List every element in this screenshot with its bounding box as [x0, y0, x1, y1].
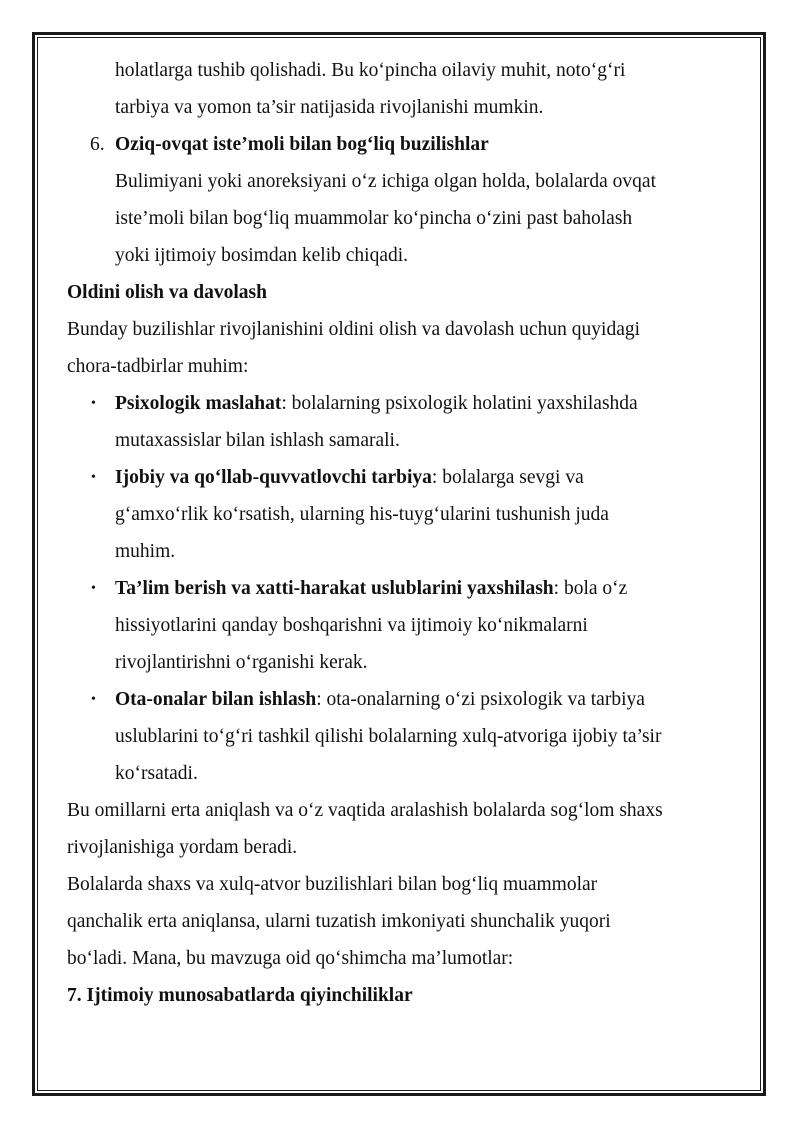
bullet-item	[67, 570, 737, 607]
continued-line: tarbiya va yomon ta’sir natijasida rivojlanishi mumkin.	[115, 97, 544, 118]
bullet-text: ko‘rsatadi.	[115, 763, 198, 784]
bullet-text: : ota-onalarning o‘zi psixologik va tarbiya	[316, 689, 645, 710]
list-item-text: Bulimiyani yoki anoreksiyani o‘z ichiga olgan holda, bolalarda ovqat	[115, 171, 656, 192]
paragraph-line: bo‘ladi. Mana, bu mavzuga oid qo‘shimcha ma’lumotlar:	[67, 948, 514, 969]
bullet-title: Psixologik maslahat	[115, 393, 282, 414]
list-item-text: yoki ijtimoiy bosimdan kelib chiqadi.	[115, 245, 409, 266]
bullet-text: uslublarini to‘g‘ri tashkil qilishi bolalarning xulq-atvoriga ijobiy ta’sir	[115, 726, 662, 747]
bullet-text: muhim.	[115, 541, 176, 562]
bullet-title: Ota-onalar bilan ishlash	[115, 689, 317, 710]
bullet-title: Ta’lim berish va xatti-harakat uslublarini yaxshilash	[115, 578, 554, 599]
paragraph-line: Bu omillarni erta aniqlash va o‘z vaqtida aralashish bolalarda sog‘lom shaxs	[67, 800, 663, 821]
bullet-item	[67, 681, 737, 718]
section-heading-text: Oldini olish va davolash	[67, 282, 267, 303]
bullet-text: hissiyotlarini qanday boshqarishni va ijtimoiy ko‘nikmalarni	[115, 615, 588, 636]
paragraph-line: Bolalarda shaxs va xulq-atvor buzilishlari bilan bog‘liq muammolar	[67, 874, 598, 895]
bullet-item	[67, 459, 737, 496]
bullet-title: Ijobiy va qo‘llab-quvvatlovchi tarbiya	[115, 467, 432, 488]
continued-line: holatlarga tushib qolishadi. Bu ko‘pincha oilaviy muhit, noto‘g‘ri	[115, 60, 626, 81]
bullet-text: rivojlantirishni o‘rganishi kerak.	[115, 652, 368, 673]
paragraph-line: qanchalik erta aniqlansa, ularni tuzatish imkoniyati shunchalik yuqori	[67, 911, 611, 932]
list-item-6	[67, 126, 737, 163]
document-body	[67, 52, 737, 1014]
paragraph-line: rivojlanishiga yordam beradi.	[67, 837, 298, 858]
paragraph-line: Bunday buzilishlar rivojlanishini oldini olish va davolash uchun quyidagi	[67, 319, 641, 340]
paragraph-line: chora-tadbirlar muhim:	[67, 356, 249, 377]
section-heading-text: 7. Ijtimoiy munosabatlarda qiyinchiliklar	[67, 985, 413, 1006]
bullet-icon: •	[91, 396, 96, 411]
bullet-icon: •	[91, 470, 96, 485]
bullet-item	[67, 385, 737, 422]
bullet-text: mutaxassislar bilan ishlash samarali.	[115, 430, 400, 451]
bullet-text: : bolalarga sevgi va	[431, 467, 584, 488]
list-item-title: Oziq-ovqat iste’moli bilan bog‘liq buzilishlar	[115, 134, 489, 155]
bullet-text: : bola o‘z	[553, 578, 628, 599]
bullet-text: g‘amxo‘rlik ko‘rsatish, ularning his-tuyg‘ularini tushunish juda	[115, 504, 609, 525]
section-heading	[67, 977, 737, 1014]
section-heading	[67, 274, 737, 311]
bullet-text: : bolalarning psixologik holatini yaxshilashda	[281, 393, 638, 414]
bullet-icon: •	[91, 692, 96, 707]
bullet-icon: •	[91, 581, 96, 596]
list-number: 6.	[90, 134, 105, 155]
list-item-text: iste’moli bilan bog‘liq muammolar ko‘pincha o‘zini past baholash	[115, 208, 633, 229]
